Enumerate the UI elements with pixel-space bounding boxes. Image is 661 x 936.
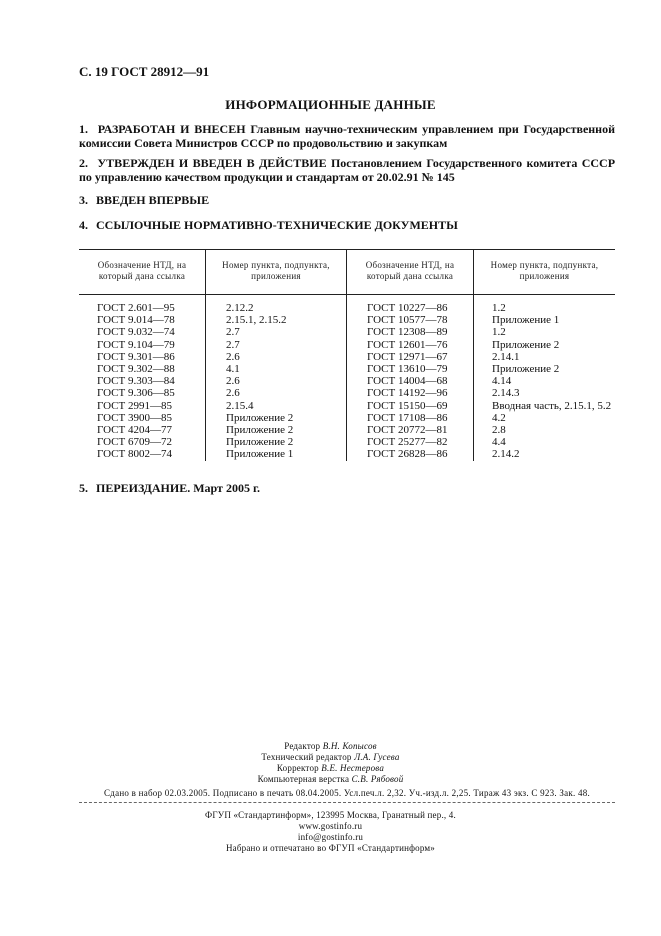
table-cell: ГОСТ 12601—76 <box>347 339 474 351</box>
table-row <box>79 424 615 436</box>
info-item-5 <box>79 481 615 495</box>
publisher-print-note: Набрано и отпечатано во ФГУП «Стандартинформ» <box>225 843 436 853</box>
table-cell: ГОСТ 20772—81 <box>347 424 474 436</box>
table-cell: Приложение 2 <box>474 339 616 351</box>
divider <box>79 802 615 803</box>
item-number: 1. <box>79 122 88 136</box>
table-row <box>79 314 615 326</box>
table-cell: 2.6 <box>206 387 347 399</box>
info-item-3 <box>79 193 615 207</box>
table-row <box>79 351 615 363</box>
table-cell: ГОСТ 6709—72 <box>97 436 172 449</box>
table-cell: Приложение 1 <box>474 314 616 326</box>
table-cell: ГОСТ 8002—74 <box>97 448 172 461</box>
item-head: ВВЕДЕН ВПЕРВЫЕ <box>96 193 210 207</box>
table-cell: ГОСТ 2.601—95 <box>97 302 175 314</box>
publisher-address: ФГУП «Стандартинформ», 123995 Москва, Гранатный пер., 4. <box>205 810 456 820</box>
table-cell: ГОСТ 9.303—84 <box>97 375 175 388</box>
table-cell: 4.14 <box>474 375 616 387</box>
table-cell: 4.2 <box>474 412 616 424</box>
table-cell: 2.12.2 <box>206 295 347 315</box>
table-cell: Приложение 1 <box>206 448 347 460</box>
table-cell: 2.14.3 <box>474 387 616 399</box>
table-cell: ГОСТ 9.014—78 <box>97 314 175 327</box>
table-row <box>79 375 615 387</box>
credit-name: С.В. Рябовой <box>351 774 404 784</box>
item-number: 5. <box>79 481 88 495</box>
credit-name: В.Е. Нестерова <box>321 763 385 773</box>
table-cell: 2.6 <box>206 375 347 387</box>
table-cell: Приложение 2 <box>206 412 347 424</box>
table-row <box>79 400 615 412</box>
table-body <box>79 295 615 461</box>
table-cell: Приложение 2 <box>206 424 347 436</box>
table-cell: ГОСТ 14192—96 <box>347 387 474 399</box>
editorial-credits <box>0 741 661 785</box>
table-cell: ГОСТ 13610—79 <box>347 363 474 375</box>
table-cell: ГОСТ 9.301—86 <box>97 350 175 363</box>
item-head: УТВЕРЖДЕН И ВВЕДЕН В ДЕЙСТВИЕ <box>97 156 327 170</box>
item-number: 3. <box>79 193 88 207</box>
table-header-row <box>79 250 615 295</box>
table-cell: 2.14.2 <box>474 448 616 460</box>
table-row <box>79 326 615 338</box>
item-head: РАЗРАБОТАН И ВНЕСЕН <box>97 122 246 136</box>
item-head: ССЫЛОЧНЫЕ НОРМАТИВНО-ТЕХНИЧЕСКИЕ ДОКУМЕНТЫ <box>96 218 458 232</box>
table-row <box>79 412 615 424</box>
table-cell: 2.8 <box>474 424 616 436</box>
table-cell: 1.2 <box>474 295 616 315</box>
info-item-2 <box>79 156 615 184</box>
credit-line <box>0 763 661 774</box>
credit-role: Технический редактор <box>261 752 352 762</box>
table-cell: ГОСТ 3900—85 <box>97 411 172 424</box>
column-header: Обозначение НТД, на который дана ссылка <box>347 250 474 295</box>
table-cell: 2.6 <box>206 351 347 363</box>
info-item-4 <box>79 218 615 232</box>
item-number: 2. <box>79 156 88 170</box>
table-row <box>79 339 615 351</box>
table-cell: 2.14.1 <box>474 351 616 363</box>
table-cell: ГОСТ 10227—86 <box>347 295 474 315</box>
table-cell: ГОСТ 12308—89 <box>347 326 474 338</box>
table-cell: 2.7 <box>206 326 347 338</box>
credit-role: Корректор <box>276 763 319 773</box>
item-text: Март 2005 г. <box>193 481 261 495</box>
page-title: ИНФОРМАЦИОННЫЕ ДАННЫЕ <box>225 97 436 112</box>
table-row <box>79 295 615 315</box>
publisher-email: info@gostinfo.ru <box>297 832 364 842</box>
publisher-info <box>0 810 661 854</box>
table-cell: ГОСТ 15150—69 <box>347 400 474 412</box>
table-cell: ГОСТ 25277—82 <box>347 436 474 448</box>
table-cell: ГОСТ 17108—86 <box>347 412 474 424</box>
table-cell: Вводная часть, 2.15.1, 5.2 <box>474 400 616 412</box>
table-cell: ГОСТ 4204—77 <box>97 424 172 437</box>
info-item-1 <box>79 122 615 150</box>
table-cell: ГОСТ 12971—67 <box>347 351 474 363</box>
publisher-website: www.gostinfo.ru <box>298 821 363 831</box>
table-cell: 4.1 <box>206 363 347 375</box>
column-header: Номер пункта, подпункта, приложения <box>206 250 347 295</box>
table-cell: Приложение 2 <box>206 436 347 448</box>
credit-line <box>0 774 661 785</box>
table-row <box>79 436 615 448</box>
table-cell: ГОСТ 9.302—88 <box>97 363 175 376</box>
table-cell: 4.4 <box>474 436 616 448</box>
credit-role: Компьютерная верстка <box>257 774 350 784</box>
table-cell: ГОСТ 14004—68 <box>347 375 474 387</box>
reference-documents-table <box>79 249 615 461</box>
credit-name: В.Н. Копысов <box>322 741 377 751</box>
table-cell: 2.7 <box>206 339 347 351</box>
table-cell: 2.15.4 <box>206 400 347 412</box>
table-row <box>79 387 615 399</box>
table-cell: ГОСТ 9.032—74 <box>97 326 175 339</box>
table-cell: Приложение 2 <box>474 363 616 375</box>
table-cell: ГОСТ 2991—85 <box>97 399 172 412</box>
column-header: Номер пункта, подпункта, приложения <box>474 250 616 295</box>
credit-role: Редактор <box>284 741 321 751</box>
item-number: 4. <box>79 218 88 232</box>
table-row <box>79 448 615 460</box>
table-cell: ГОСТ 10577—78 <box>347 314 474 326</box>
column-header: Обозначение НТД, на который дана ссылка <box>79 250 206 295</box>
credit-name: Л.А. Гусева <box>354 752 400 762</box>
credit-line <box>0 752 661 763</box>
item-text: Постановлением Государственного комитета СССР по управлению качеством продукции и стандартам от 20.02.91 № 145 <box>79 156 616 184</box>
table-cell: ГОСТ 26828—86 <box>347 448 474 460</box>
table-cell: ГОСТ 9.104—79 <box>97 338 175 351</box>
table-cell: ГОСТ 9.306—85 <box>97 387 175 400</box>
item-head: ПЕРЕИЗДАНИЕ. <box>96 481 191 495</box>
table-cell: 1.2 <box>474 326 616 338</box>
item-text: Главным научно-техническим управлением при Государственной комиссии Совета Министров СССР по продовольствию и закупкам <box>79 122 616 150</box>
page-header: С. 19 ГОСТ 28912—91 <box>79 64 210 79</box>
table-row <box>79 363 615 375</box>
print-info: Сдано в набор 02.03.2005. Подписано в печать 08.04.2005. Усл.печ.л. 2,32. Уч.-изд.л. 2,25. Тираж 43 экз. С 923. Зак. 48. <box>104 788 590 798</box>
credit-line <box>0 741 661 752</box>
table-cell: 2.15.1, 2.15.2 <box>206 314 347 326</box>
